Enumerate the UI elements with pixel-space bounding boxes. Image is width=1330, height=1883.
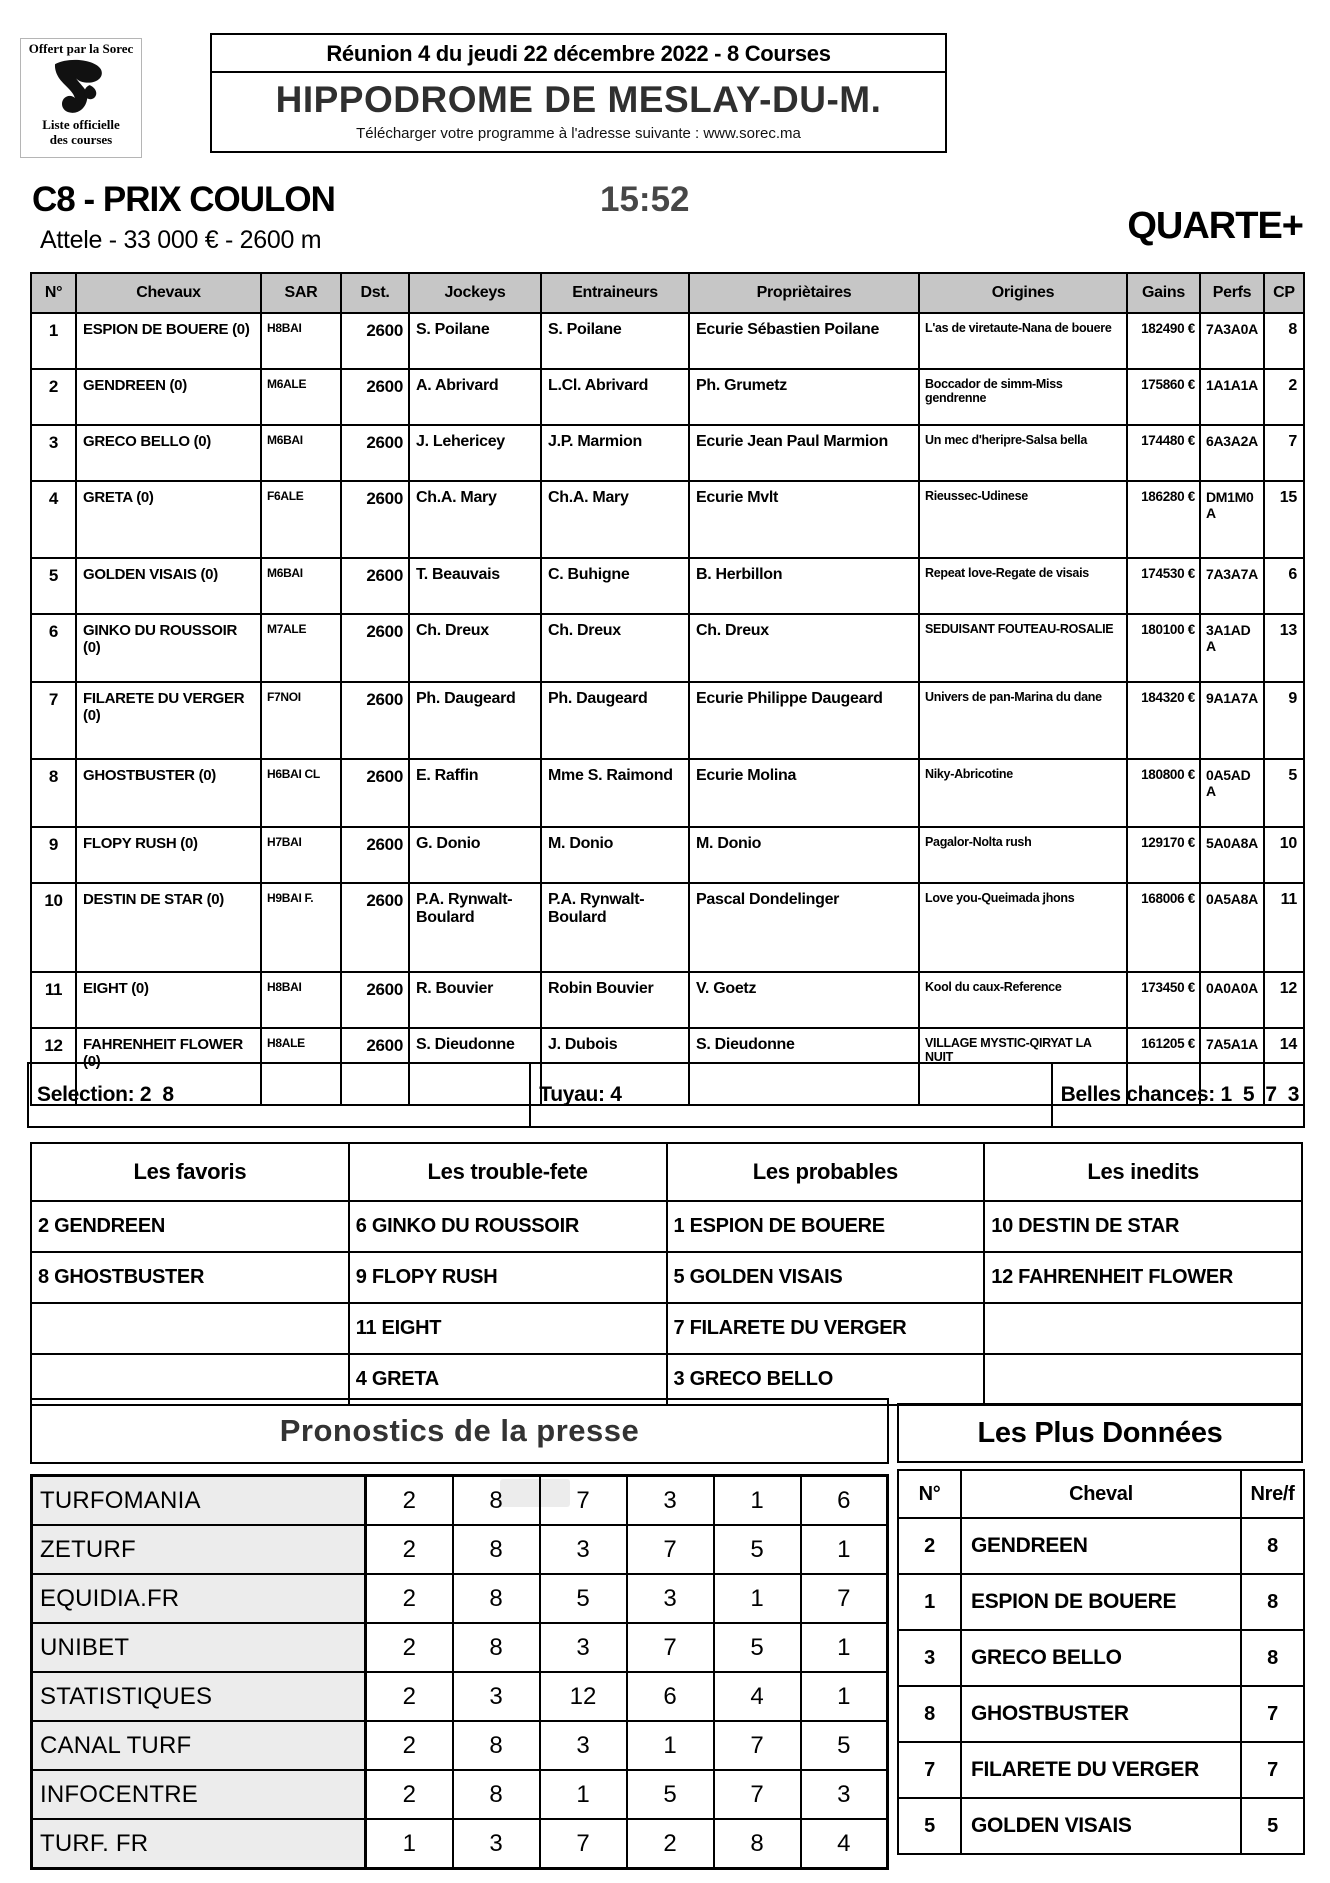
cell-trainer: S. Poilane [541,313,689,369]
category-cell: 3 GRECO BELLO [667,1354,985,1405]
press-source-label: INFOCENTRE [32,1770,366,1819]
category-cell [984,1303,1302,1354]
most-given-header: N° [898,1470,961,1518]
cell-jockey: A. Abrivard [409,369,541,425]
logo-caption-bottom: Liste officielle des courses [42,117,120,147]
cell-count: 7 [1241,1686,1304,1742]
cell-count: 8 [1241,1574,1304,1630]
cell-perfs: 0A5A8A [1200,883,1264,972]
cell-perfs: 3A1ADA [1200,614,1264,682]
cell-origins: Boccador de simm-Miss gendrenne [919,369,1127,425]
cell-number: 9 [31,827,76,883]
race-title: C8 - PRIX COULON [32,180,335,219]
cell-distance: 2600 [341,369,409,425]
most-given-row [898,1574,1304,1630]
cell-number: 5 [898,1798,961,1854]
cell-cp: 15 [1264,481,1304,558]
cell-perfs: 9A1A7A [1200,682,1264,759]
category-cell: 8 GHOSTBUSTER [31,1252,349,1303]
logo-caption-top: Offert par la Sorec [28,41,134,56]
cell-origins: VILLAGE MYSTIC-QIRYAT LA NUIT [919,1028,1127,1105]
cell-owner: S. Dieudonne [689,1028,919,1105]
cell-distance: 2600 [341,313,409,369]
press-pick: 8 [453,1623,540,1672]
column-header: N° [31,273,76,313]
press-pick: 7 [540,1476,627,1526]
table-row [31,972,1304,1028]
most-given-row [898,1742,1304,1798]
cell-trainer: C. Buhigne [541,558,689,614]
column-header: Entraineurs [541,273,689,313]
cell-gains: 174480 € [1127,425,1200,481]
press-pick: 7 [627,1623,714,1672]
table-row [31,369,1304,425]
cell-horse: GHOSTBUSTER (0) [76,759,261,827]
press-pick: 1 [540,1770,627,1819]
cell-perfs: 7A3A0A [1200,313,1264,369]
press-table [30,1474,889,1870]
press-pick: 5 [714,1525,801,1574]
cell-jockey: S. Poilane [409,313,541,369]
cell-origins: Love you-Queimada jhons [919,883,1127,972]
press-pick: 2 [366,1574,453,1623]
press-row [32,1525,888,1574]
press-pick: 12 [540,1672,627,1721]
cell-origins: Kool du caux-Reference [919,972,1127,1028]
cell-jockey: P.A. Rynwalt-Boulard [409,883,541,972]
cell-sar: H7BAI [261,827,341,883]
press-pick: 3 [540,1525,627,1574]
column-header: Origines [919,273,1127,313]
press-pick: 3 [627,1574,714,1623]
press-pick: 7 [714,1721,801,1770]
most-given-tbody [898,1518,1304,1854]
cell-horse: FLOPY RUSH (0) [76,827,261,883]
press-pick: 1 [714,1574,801,1623]
table-row [31,313,1304,369]
cell-horse: GOLDEN VISAIS (0) [76,558,261,614]
press-pick: 8 [453,1770,540,1819]
cell-owner: Ch. Dreux [689,614,919,682]
cell-number: 8 [31,759,76,827]
press-pick: 5 [714,1623,801,1672]
table-row [31,827,1304,883]
press-pick: 2 [366,1721,453,1770]
cell-horse: GRECO BELLO [961,1630,1241,1686]
cell-jockey: G. Donio [409,827,541,883]
cell-trainer: M. Donio [541,827,689,883]
cell-origins: Niky-Abricotine [919,759,1127,827]
table-row [31,481,1304,558]
cell-cp: 10 [1264,827,1304,883]
press-pick: 3 [540,1623,627,1672]
press-pick: 6 [627,1672,714,1721]
category-cell: 12 FAHRENHEIT FLOWER [984,1252,1302,1303]
cell-cp: 2 [1264,369,1304,425]
press-pick: 3 [453,1672,540,1721]
press-source-label: EQUIDIA.FR [32,1574,366,1623]
press-pick: 1 [801,1525,888,1574]
cell-horse: GINKO DU ROUSSOIR (0) [76,614,261,682]
category-header: Les favoris [31,1143,349,1201]
cell-cp: 5 [1264,759,1304,827]
category-row [31,1252,1302,1303]
column-header: Jockeys [409,273,541,313]
cell-distance: 2600 [341,682,409,759]
cell-sar: M6BAI [261,425,341,481]
categories-table [30,1142,1303,1406]
cell-cp: 7 [1264,425,1304,481]
tuyau-cell: Tuyau: 4 [529,1062,1050,1128]
cell-gains: 180100 € [1127,614,1200,682]
cell-number: 12 [31,1028,76,1105]
cell-horse: GOLDEN VISAIS [961,1798,1241,1854]
column-header: SAR [261,273,341,313]
cell-sar: M6BAI [261,558,341,614]
column-header: Dst. [341,273,409,313]
cell-owner: Pascal Dondelinger [689,883,919,972]
most-given-header-row [898,1470,1304,1518]
cell-distance: 2600 [341,425,409,481]
cell-sar: H8ALE [261,1028,341,1105]
category-cell [984,1354,1302,1405]
cell-owner: Ecurie Philippe Daugeard [689,682,919,759]
cell-cp: 9 [1264,682,1304,759]
cell-origins: Univers de pan-Marina du dane [919,682,1127,759]
cell-number: 2 [31,369,76,425]
cell-owner: M. Donio [689,827,919,883]
cell-perfs: 5A0A8A [1200,827,1264,883]
column-header: Chevaux [76,273,261,313]
cell-number: 7 [31,682,76,759]
cell-count: 5 [1241,1798,1304,1854]
press-pick: 2 [366,1623,453,1672]
cell-gains: 175860 € [1127,369,1200,425]
press-source-label: TURFOMANIA [32,1476,366,1526]
press-pick: 5 [540,1574,627,1623]
cell-number: 2 [898,1518,961,1574]
cell-gains: 182490 € [1127,313,1200,369]
entries-table [30,272,1305,1106]
press-source-label: STATISTIQUES [32,1672,366,1721]
press-pick: 8 [453,1476,540,1526]
cell-cp: 13 [1264,614,1304,682]
cell-gains: 184320 € [1127,682,1200,759]
press-source-label: ZETURF [32,1525,366,1574]
cell-sar: H9BAI F. [261,883,341,972]
cell-distance: 2600 [341,481,409,558]
category-cell: 9 FLOPY RUSH [349,1252,667,1303]
column-header: Propriètaires [689,273,919,313]
category-cell: 2 GENDREEN [31,1201,349,1252]
cell-horse: GENDREEN (0) [76,369,261,425]
most-given-title: Les Plus Données [897,1403,1303,1463]
cell-gains: 180800 € [1127,759,1200,827]
press-source-label: CANAL TURF [32,1721,366,1770]
cell-number: 4 [31,481,76,558]
cell-horse: ESPION DE BOUERE [961,1574,1241,1630]
most-given-row [898,1630,1304,1686]
cell-cp: 12 [1264,972,1304,1028]
cell-trainer: Ph. Daugeard [541,682,689,759]
cell-perfs: 0A0A0A [1200,972,1264,1028]
press-source-label: UNIBET [32,1623,366,1672]
race-time: 15:52 [600,180,690,219]
selection-cell: Selection: 2 8 [27,1062,529,1128]
press-pick: 7 [714,1770,801,1819]
table-row [31,558,1304,614]
press-pick: 7 [627,1525,714,1574]
cell-perfs: DM1M0A [1200,481,1264,558]
cell-number: 8 [898,1686,961,1742]
press-pick: 1 [714,1476,801,1526]
cell-trainer: P.A. Rynwalt-Boulard [541,883,689,972]
cell-sar: F6ALE [261,481,341,558]
table-row [31,682,1304,759]
sorec-logo [20,38,142,158]
cell-horse: GRECO BELLO (0) [76,425,261,481]
most-given-header: Nre/f [1241,1470,1304,1518]
cell-jockey: Ch.A. Mary [409,481,541,558]
cell-number: 6 [31,614,76,682]
cell-gains: 161205 € [1127,1028,1200,1105]
cell-perfs: 7A5A1A [1200,1028,1264,1105]
column-header: Gains [1127,273,1200,313]
press-pick: 2 [366,1525,453,1574]
cell-cp: 14 [1264,1028,1304,1105]
cell-horse: ESPION DE BOUERE (0) [76,313,261,369]
cell-trainer: Mme S. Raimond [541,759,689,827]
cell-jockey: Ch. Dreux [409,614,541,682]
cell-number: 1 [898,1574,961,1630]
cell-jockey: R. Bouvier [409,972,541,1028]
cell-cp: 8 [1264,313,1304,369]
press-source-label: TURF. FR [32,1819,366,1869]
cell-origins: L'as de viretaute-Nana de bouere [919,313,1127,369]
press-pick: 8 [453,1525,540,1574]
cell-distance: 2600 [341,759,409,827]
venue-title: HIPPODROME DE MESLAY-DU-M. [275,79,882,120]
column-header: CP [1264,273,1304,313]
download-note: Télécharger votre programme à l'adresse suivante : www.sorec.ma [356,125,801,142]
category-header: Les trouble-fete [349,1143,667,1201]
cell-gains: 129170 € [1127,827,1200,883]
category-row [31,1201,1302,1252]
categories-header-row [31,1143,1302,1201]
category-cell: 11 EIGHT [349,1303,667,1354]
cell-distance: 2600 [341,614,409,682]
belles-chances-cell: Belles chances: 1 5 7 3 [1051,1062,1305,1128]
press-title: Pronostics de la presse [30,1398,889,1464]
cell-perfs: 6A3A2A [1200,425,1264,481]
cell-origins: Repeat love-Regate de visais [919,558,1127,614]
cell-gains: 173450 € [1127,972,1200,1028]
column-header: Perfs [1200,273,1264,313]
press-pick: 1 [801,1623,888,1672]
bet-type-label: QUARTE+ [1127,205,1303,247]
cell-gains: 186280 € [1127,481,1200,558]
press-pick: 1 [366,1819,453,1869]
cell-trainer: J.P. Marmion [541,425,689,481]
cell-trainer: J. Dubois [541,1028,689,1105]
press-tbody [32,1476,888,1869]
entries-tbody [31,313,1304,1105]
cell-owner: Ecurie Molina [689,759,919,827]
categories-tbody [31,1201,1302,1405]
cell-cp: 6 [1264,558,1304,614]
cell-count: 8 [1241,1518,1304,1574]
press-pick: 8 [453,1721,540,1770]
press-pick: 2 [366,1672,453,1721]
cell-horse: GENDREEN [961,1518,1241,1574]
cell-number: 7 [898,1742,961,1798]
press-pick: 5 [627,1770,714,1819]
selection-bar [27,1062,1305,1128]
cell-perfs: 1A1A1A [1200,369,1264,425]
cell-owner: V. Goetz [689,972,919,1028]
meeting-header [210,33,947,153]
press-row [32,1819,888,1869]
cell-number: 3 [898,1630,961,1686]
press-row [32,1721,888,1770]
press-pick: 4 [714,1672,801,1721]
press-row [32,1672,888,1721]
category-cell: 1 ESPION DE BOUERE [667,1201,985,1252]
press-row [32,1623,888,1672]
cell-trainer: L.Cl. Abrivard [541,369,689,425]
press-pick: 3 [801,1770,888,1819]
cell-jockey: Ph. Daugeard [409,682,541,759]
cell-horse: FILARETE DU VERGER [961,1742,1241,1798]
press-pick: 3 [627,1476,714,1526]
horse-logo-icon [50,58,112,116]
cell-sar: M6ALE [261,369,341,425]
cell-jockey: S. Dieudonne [409,1028,541,1105]
press-pick: 3 [540,1721,627,1770]
cell-distance: 2600 [341,883,409,972]
most-given-header: Cheval [961,1470,1241,1518]
cell-owner: Ecurie Sébastien Poilane [689,313,919,369]
press-row [32,1770,888,1819]
cell-sar: M7ALE [261,614,341,682]
press-pick: 8 [714,1819,801,1869]
press-pick: 2 [366,1476,453,1526]
cell-jockey: E. Raffin [409,759,541,827]
cell-perfs: 7A3A7A [1200,558,1264,614]
cell-trainer: Ch.A. Mary [541,481,689,558]
cell-owner: Ecurie Mvlt [689,481,919,558]
table-row [31,883,1304,972]
most-given-table [897,1469,1305,1855]
category-row [31,1303,1302,1354]
category-cell: 6 GINKO DU ROUSSOIR [349,1201,667,1252]
cell-sar: H8BAI [261,313,341,369]
cell-horse: FAHRENHEIT FLOWER (0) [76,1028,261,1105]
cell-sar: F7NOI [261,682,341,759]
cell-gains: 168006 € [1127,883,1200,972]
cell-distance: 2600 [341,827,409,883]
cell-trainer: Ch. Dreux [541,614,689,682]
cell-horse: EIGHT (0) [76,972,261,1028]
category-header: Les probables [667,1143,985,1201]
cell-sar: H6BAI CL [261,759,341,827]
cell-horse: GHOSTBUSTER [961,1686,1241,1742]
cell-trainer: Robin Bouvier [541,972,689,1028]
cell-origins: Pagalor-Nolta rush [919,827,1127,883]
cell-origins: Rieussec-Udinese [919,481,1127,558]
cell-horse: GRETA (0) [76,481,261,558]
cell-origins: SEDUISANT FOUTEAU-ROSALIE [919,614,1127,682]
category-cell: 7 FILARETE DU VERGER [667,1303,985,1354]
press-pick: 8 [453,1574,540,1623]
press-row [32,1476,888,1526]
cell-distance: 2600 [341,1028,409,1105]
table-row [31,425,1304,481]
press-pick: 1 [627,1721,714,1770]
cell-owner: Ph. Grumetz [689,369,919,425]
press-pick: 2 [627,1819,714,1869]
category-cell [31,1303,349,1354]
category-cell: 4 GRETA [349,1354,667,1405]
cell-number: 3 [31,425,76,481]
most-given-row [898,1686,1304,1742]
category-header: Les inedits [984,1143,1302,1201]
most-given-row [898,1798,1304,1854]
race-conditions: Attele - 33 000 € - 2600 m [40,226,322,254]
cell-origins: Un mec d'heripre-Salsa bella [919,425,1127,481]
cell-sar: H8BAI [261,972,341,1028]
press-pick: 7 [801,1574,888,1623]
cell-count: 8 [1241,1630,1304,1686]
table-row [31,759,1304,827]
cell-owner: B. Herbillon [689,558,919,614]
press-pick: 3 [453,1819,540,1869]
cell-horse: FILARETE DU VERGER (0) [76,682,261,759]
cell-count: 7 [1241,1742,1304,1798]
cell-horse: DESTIN DE STAR (0) [76,883,261,972]
entries-header-row [31,273,1304,313]
cell-owner: Ecurie Jean Paul Marmion [689,425,919,481]
cell-number: 1 [31,313,76,369]
most-given-row [898,1518,1304,1574]
cell-distance: 2600 [341,972,409,1028]
cell-number: 11 [31,972,76,1028]
cell-gains: 174530 € [1127,558,1200,614]
press-pick: 7 [540,1819,627,1869]
category-cell: 10 DESTIN DE STAR [984,1201,1302,1252]
press-pick: 2 [366,1770,453,1819]
press-pick: 1 [801,1672,888,1721]
meeting-title: Réunion 4 du jeudi 22 décembre 2022 - 8 Courses [212,35,945,73]
press-row [32,1574,888,1623]
press-pick: 6 [801,1476,888,1526]
cell-jockey: J. Lehericey [409,425,541,481]
table-row [31,614,1304,682]
cell-perfs: 0A5ADA [1200,759,1264,827]
category-cell: 5 GOLDEN VISAIS [667,1252,985,1303]
cell-number: 10 [31,883,76,972]
cell-jockey: T. Beauvais [409,558,541,614]
cell-number: 5 [31,558,76,614]
cell-distance: 2600 [341,558,409,614]
cell-cp: 11 [1264,883,1304,972]
press-pick: 5 [801,1721,888,1770]
press-pick: 4 [801,1819,888,1869]
